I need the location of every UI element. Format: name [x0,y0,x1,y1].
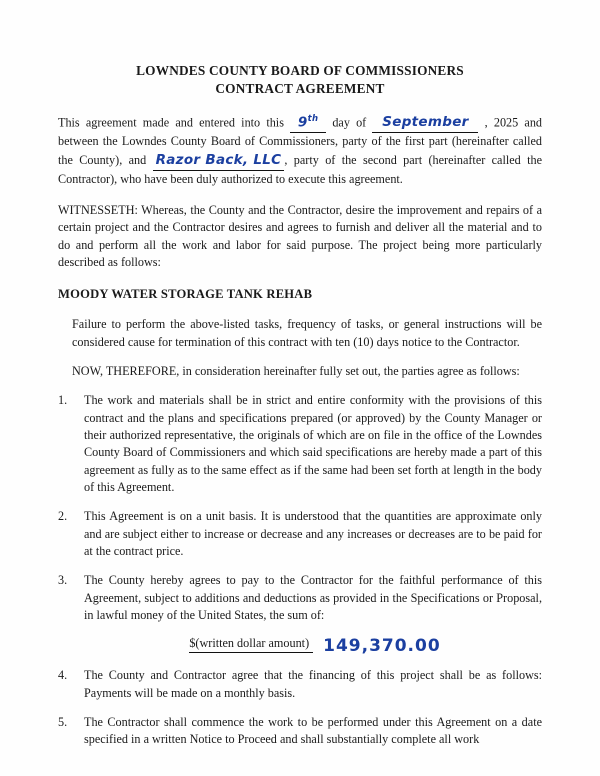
clause-list-continued [58,667,542,748]
intro-part-2: day of [332,115,367,130]
clause-text: The County and Contractor agree that the financing of this project shall be as follows: Payments will be made on a monthly basis. [84,668,542,700]
intro-part-3: , 2025 and between the Lowndes County Board of Commissioners, party of the first part (hereinafter called the County), and [58,115,543,167]
clause-number: 1. [58,393,68,408]
list-item [58,714,542,749]
page-title [58,62,542,99]
handwritten-contractor-field: Razor Back, LLC [153,151,285,171]
list-item [58,508,542,560]
handwritten-amount-value: 149,370.00 [323,636,441,657]
handwritten-month-field: September [372,113,478,133]
clause-text: This Agreement is on a unit basis. It is understood that the quantities are approximate only and are subject either to increase or decrease and any increases or decreases are to be paid for at the contract price. [84,509,542,559]
clause-text: The work and materials shall be in strict and entire conformity with the provisions of this contract and the plans and specifications prepared (or approved) by the County Manager or their authorized representative, the originals of which are on file in the office of the Lowndes County Board of Commissioners and which said specifications are hereby made a part of this agreement as fully as to the same effect as if the same had been set forth at length in the body of this Agreement. [84,393,542,495]
now-therefore-paragraph: NOW, THEREFORE, in consideration hereinafter fully set out, the parties agree as follows: [72,364,520,379]
list-item [58,667,542,702]
clause-text: The County hereby agrees to pay to the Contractor for the faithful performance of this Agreement, subject to additions and deductions as provided in the Specifications or Proposal, in lawful money of the United States, the sum of: [84,573,542,623]
clause-list [58,392,542,624]
failure-clause-paragraph: Failure to perform the above-listed tasks, frequency of tasks, or general instructions will be considered cause for termination of this contract with ten (10) days notice to the Contractor. [72,317,542,349]
clause-number: 4. [58,668,68,683]
list-item [58,392,542,496]
intro-part-4: , party of the second part (hereinafter called the Contractor), who have been duly authorized to execute this agreement. [58,152,542,186]
title-line-1: LOWNDES COUNTY BOARD OF COMMISSIONERS [136,63,464,78]
intro-part-1: This agreement made and entered into this [58,115,284,130]
handwritten-day-suffix: th [307,113,319,124]
amount-label: $(written dollar amount) [189,636,313,653]
clause-text: The Contractor shall commence the work to be performed under this Agreement on a date specified in a written Notice to Proceed and shall substantially complete all work [84,715,542,747]
clause-number: 2. [58,509,68,524]
list-item [58,572,542,624]
witnesseth-paragraph: WITNESSETH: Whereas, the County and the Contractor, desire the improvement and repairs of a certain project and the Contractor desires and agrees to furnish and deliver all the material and to do and perform all the work and labor for said purpose. The project being more particularly described as follows: [58,203,542,270]
handwritten-day-value: 9 [297,114,308,131]
handwritten-day-field [290,113,326,134]
clause-number: 5. [58,715,68,730]
intro-paragraph [58,113,542,188]
clause-number: 3. [58,573,68,588]
project-title: MOODY WATER STORAGE TANK REHAB [58,287,313,302]
title-line-2: CONTRACT AGREEMENT [215,81,385,97]
amount-row [58,636,542,657]
